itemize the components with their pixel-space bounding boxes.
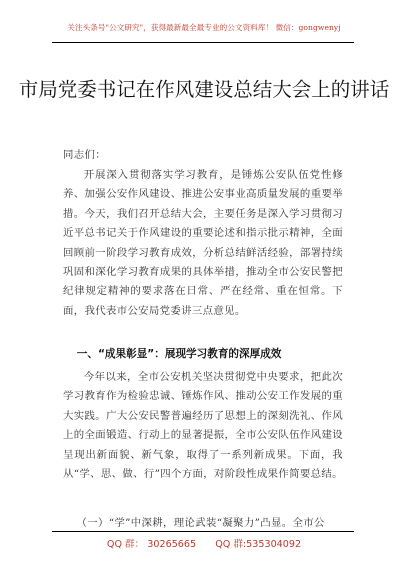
footer-qq-group-1: QQ 群： 30265665 [106,539,197,550]
header-divider [52,42,354,43]
section-heading-1: 一、“成果彰显”：展现学习教育的深厚成效 [76,348,282,360]
footer-qq-group-2: QQ 群:535304092 [215,539,302,550]
paragraph-1: 开展深入贯彻落实学习教育，是锤炼公安队伍党性修养、加强公安作风建设、推进公安事业高质量发展的重要举措。今天，我们召开总结大会，主要任务是深入学习贯彻习近平总书记关于作风建设的重要论述和指示批示精神，全面回顾前一阶段学习教育成效，分析总结鲜活经验，部署持续巩固和深化学习教育成果的具体举措，推动全市公安民警把纪律规定精神的要求落在日常、严在经常、重在恒常。下面，我代表市公安局党委讲三点意见。 [63,169,343,317]
header-banner: 关注头条号"公文研究"，获得最新最全最专业的公文资料库！ 微信：gongwenyj [67,23,341,32]
document-title: 市局党委书记在作风建设总结大会上的讲话 [18,78,390,101]
salutation: 同志们： [63,149,106,161]
footer-divider [52,531,354,532]
footer-contact [0,536,408,550]
paragraph-2: 今年以来，全市公安机关坚决贯彻党中央要求，把此次学习教育作为检验忠诚、锤炼作风、推动公安工作发展的重大实践。广大公安民警普遍经历了思想上的深刻洗礼、作风上的全面锻造、行动上的显著提振，全市公安队伍作风建设呈现出新面貌、新气象，取得了一系列新成果。下面，我从“学、思、做、行”四个方面，对阶段性成果作简要总结。 [63,371,343,481]
subsection-heading-1: （一）“学”中深耕，理论武装“凝聚力”凸显。全市公 [76,517,325,529]
